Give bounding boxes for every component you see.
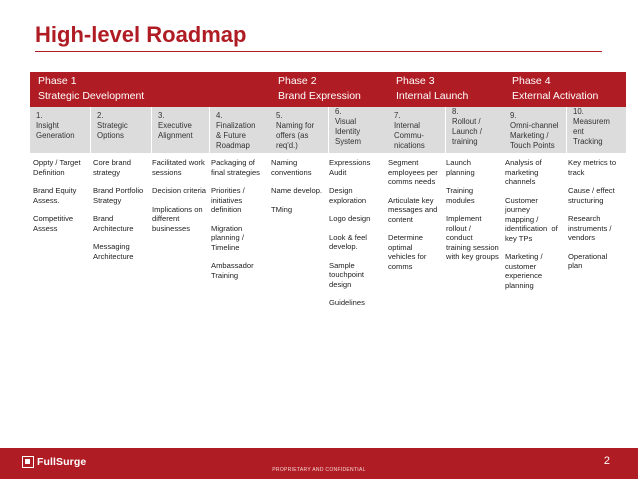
- step-label: nications: [394, 141, 425, 150]
- step-label: ent: [573, 127, 584, 136]
- detail-spacer: [388, 187, 446, 196]
- phase-4-header: [504, 72, 626, 107]
- detail-item: Name develop.: [271, 186, 323, 195]
- detail-item: Packaging of: [211, 158, 255, 167]
- detail-item: mapping /: [505, 214, 539, 224]
- phase-3-header: [388, 72, 504, 107]
- step-number: 5.: [276, 111, 283, 120]
- step-number: 9.: [510, 111, 517, 120]
- step-label: Marketing /: [510, 131, 549, 140]
- detail-item: Implications on: [152, 204, 203, 214]
- detail-spacer: [271, 196, 329, 205]
- detail-spacer: [211, 252, 269, 261]
- detail-column-9: [505, 158, 567, 290]
- detail-spacer: [505, 243, 567, 252]
- detail-spacer: [329, 252, 387, 261]
- detail-item: touchpoint: [329, 270, 365, 279]
- logo-text: FullSurge: [37, 456, 87, 468]
- detail-spacer: [329, 177, 387, 186]
- step-3: [152, 107, 209, 153]
- detail-item: Expressions: [329, 158, 371, 167]
- detail-spacer: [446, 205, 504, 214]
- detail-item: Sample: [329, 260, 355, 270]
- detail-item: optimal: [388, 242, 413, 252]
- detail-item: modules: [446, 195, 475, 205]
- detail-column-7: [388, 158, 446, 271]
- detail-item: conventions: [271, 167, 312, 177]
- detail-spacer: [505, 187, 567, 196]
- detail-item: comms needs: [388, 177, 436, 186]
- detail-spacer: [271, 177, 329, 186]
- detail-spacer: [388, 224, 446, 233]
- detail-spacer: [33, 177, 91, 186]
- detail-item: exploration: [329, 195, 367, 205]
- detail-spacer: [211, 177, 269, 186]
- detail-item: customer: [505, 261, 537, 271]
- page-title: High-level Roadmap: [35, 22, 247, 47]
- detail-item: experience: [505, 271, 543, 280]
- step-label: training: [452, 137, 478, 146]
- title-divider: [35, 51, 602, 52]
- step-number: 7.: [394, 111, 401, 120]
- phase-2-number: Phase 2: [278, 75, 317, 87]
- step-label: Measurem: [573, 117, 610, 126]
- step-label: Insight: [36, 121, 59, 130]
- detail-item: identification of: [505, 224, 558, 233]
- step-label: Identity: [335, 127, 361, 136]
- detail-item: rollout /: [446, 223, 471, 233]
- detail-item: plan: [568, 261, 583, 270]
- detail-item: channels: [505, 177, 536, 186]
- detail-item: content: [388, 214, 413, 224]
- phase-2-header: [270, 72, 388, 107]
- detail-item: structuring: [568, 195, 604, 205]
- detail-spacer: [33, 205, 91, 214]
- detail-item: conduct: [446, 233, 473, 242]
- detail-item: marketing: [505, 167, 539, 177]
- step-9: [504, 107, 566, 153]
- detail-item: Segment: [388, 158, 419, 167]
- step-7: [388, 107, 445, 153]
- step-label: System: [335, 137, 361, 146]
- detail-item: Brand: [93, 214, 114, 223]
- step-label: Rollout /: [452, 117, 481, 126]
- detail-spacer: [329, 224, 387, 233]
- detail-item: Research: [568, 214, 601, 223]
- detail-item: planning: [446, 167, 475, 177]
- detail-item: final strategies: [211, 167, 260, 177]
- step-label: Launch /: [452, 127, 482, 136]
- detail-item: Operational: [568, 251, 608, 261]
- detail-item: employees per: [388, 167, 438, 177]
- detail-item: Guidelines: [329, 298, 365, 307]
- detail-item: initiatives: [211, 195, 243, 205]
- step-2: [91, 107, 151, 153]
- step-label: Touch Points: [510, 141, 555, 150]
- step-label: Options: [97, 131, 124, 140]
- phase-1-number: Phase 1: [38, 75, 77, 87]
- phase-1-header: [30, 72, 270, 107]
- detail-column-3: [152, 158, 210, 233]
- detail-item: Articulate key: [388, 195, 434, 205]
- detail-item: training session: [446, 242, 499, 252]
- detail-item: Marketing /: [505, 252, 543, 261]
- phase-2-name: Brand Expression: [278, 90, 361, 102]
- detail-item: Migration: [211, 223, 243, 233]
- detail-column-6: [329, 158, 387, 308]
- step-label: Executive: [158, 121, 192, 130]
- detail-column-5: [271, 158, 329, 214]
- step-number: 8.: [452, 107, 459, 116]
- phase-4-number: Phase 4: [512, 75, 551, 87]
- detail-item: Oppty / Target: [33, 158, 81, 167]
- step-label: Commu-: [394, 131, 424, 140]
- detail-item: Launch: [446, 158, 471, 167]
- detail-column-4: [211, 158, 269, 280]
- detail-spacer: [568, 205, 628, 214]
- step-8: [446, 107, 504, 153]
- detail-item: planning /: [211, 233, 244, 242]
- detail-item: with key groups: [446, 252, 499, 261]
- step-label: Generation: [36, 131, 75, 140]
- detail-item: Cause / effect: [568, 186, 615, 195]
- detail-item: businesses: [152, 223, 190, 233]
- detail-column-8: [446, 158, 504, 262]
- step-4: [210, 107, 270, 153]
- detail-item: messages and: [388, 205, 438, 214]
- step-label: req'd.): [276, 141, 298, 150]
- detail-item: Implement: [446, 214, 482, 223]
- detail-item: Ambassador: [211, 261, 254, 270]
- detail-spacer: [93, 177, 151, 186]
- detail-column-2: [93, 158, 151, 261]
- detail-item: Audit: [329, 167, 347, 177]
- step-label: Tracking: [573, 137, 603, 146]
- phase-1-name: Strategic Development: [38, 90, 145, 102]
- step-label: Visual: [335, 117, 357, 126]
- detail-item: Design: [329, 186, 353, 195]
- detail-spacer: [568, 177, 628, 186]
- detail-spacer: [329, 205, 387, 214]
- detail-spacer: [446, 177, 504, 186]
- detail-item: Analysis of: [505, 158, 542, 167]
- step-label: Naming for: [276, 121, 315, 130]
- detail-column-1: [33, 158, 91, 233]
- detail-spacer: [211, 215, 269, 224]
- step-number: 10.: [573, 107, 584, 116]
- step-number: 4.: [216, 111, 223, 120]
- step-number: 1.: [36, 111, 43, 120]
- detail-item: Training: [446, 186, 474, 195]
- step-1: [30, 107, 90, 153]
- phase-3-number: Phase 3: [396, 75, 435, 87]
- step-6: [329, 107, 388, 153]
- detail-spacer: [152, 196, 210, 205]
- detail-item: Key metrics to: [568, 158, 617, 167]
- detail-item: definition: [211, 205, 242, 214]
- detail-item: key TPs: [505, 233, 533, 243]
- step-number: 2.: [97, 111, 104, 120]
- detail-item: Messaging: [93, 242, 130, 251]
- step-label: Alignment: [158, 131, 193, 140]
- detail-item: vendors: [568, 233, 596, 242]
- detail-item: Customer: [505, 195, 538, 205]
- detail-item: vehicles for: [388, 252, 427, 261]
- detail-spacer: [93, 205, 151, 214]
- detail-spacer: [152, 177, 210, 186]
- detail-item: Brand Equity: [33, 186, 77, 195]
- step-label: Roadmap: [216, 141, 250, 150]
- detail-item: different: [152, 214, 180, 223]
- detail-item: Strategy: [93, 195, 122, 205]
- detail-item: planning: [505, 280, 534, 290]
- detail-item: Architecture: [93, 251, 134, 261]
- detail-item: design: [329, 279, 352, 289]
- detail-item: Assess.: [33, 195, 60, 205]
- step-label: offers (as: [276, 131, 309, 140]
- detail-item: Brand Portfolio: [93, 186, 144, 195]
- detail-item: develop.: [329, 242, 358, 251]
- step-5: [270, 107, 328, 153]
- step-label: Omni-channel: [510, 121, 559, 130]
- detail-item: Assess: [33, 223, 58, 233]
- confidential-notice: PROPRIETARY AND CONFIDENTIAL: [272, 467, 366, 473]
- detail-item: comms: [388, 261, 413, 271]
- detail-spacer: [93, 233, 151, 242]
- detail-item: track: [568, 167, 585, 177]
- detail-item: Priorities /: [211, 186, 245, 195]
- phase-4-name: External Activation: [512, 90, 599, 102]
- step-10: [567, 107, 626, 153]
- detail-item: TMing: [271, 204, 293, 214]
- detail-item: Definition: [33, 167, 65, 177]
- detail-spacer: [568, 243, 628, 252]
- detail-item: Core brand: [93, 158, 131, 167]
- detail-item: Naming: [271, 158, 298, 167]
- step-label: & Future: [216, 131, 246, 140]
- detail-item: Decision criteria: [152, 186, 207, 195]
- detail-item: Training: [211, 270, 239, 280]
- detail-column-10: [568, 158, 628, 271]
- step-label: Strategic: [97, 121, 128, 130]
- detail-item: Facilitated work: [152, 158, 205, 167]
- detail-spacer: [329, 289, 387, 298]
- detail-item: Competitive: [33, 214, 74, 223]
- step-number: 3.: [158, 111, 165, 120]
- phase-3-name: Internal Launch: [396, 90, 469, 102]
- detail-item: Logo design: [329, 214, 371, 223]
- detail-item: Look & feel: [329, 232, 367, 242]
- detail-item: Determine: [388, 233, 424, 242]
- detail-item: strategy: [93, 167, 121, 177]
- detail-item: instruments /: [568, 223, 612, 233]
- detail-item: Architecture: [93, 223, 134, 233]
- detail-item: journey: [505, 205, 530, 214]
- step-number: 6.: [335, 107, 342, 116]
- step-label: Finalization: [216, 121, 256, 130]
- detail-item: sessions: [152, 167, 182, 177]
- step-label: Internal: [394, 121, 421, 130]
- footer-bar: [0, 448, 638, 479]
- page-number: 2: [603, 455, 610, 467]
- detail-item: Timeline: [211, 242, 240, 252]
